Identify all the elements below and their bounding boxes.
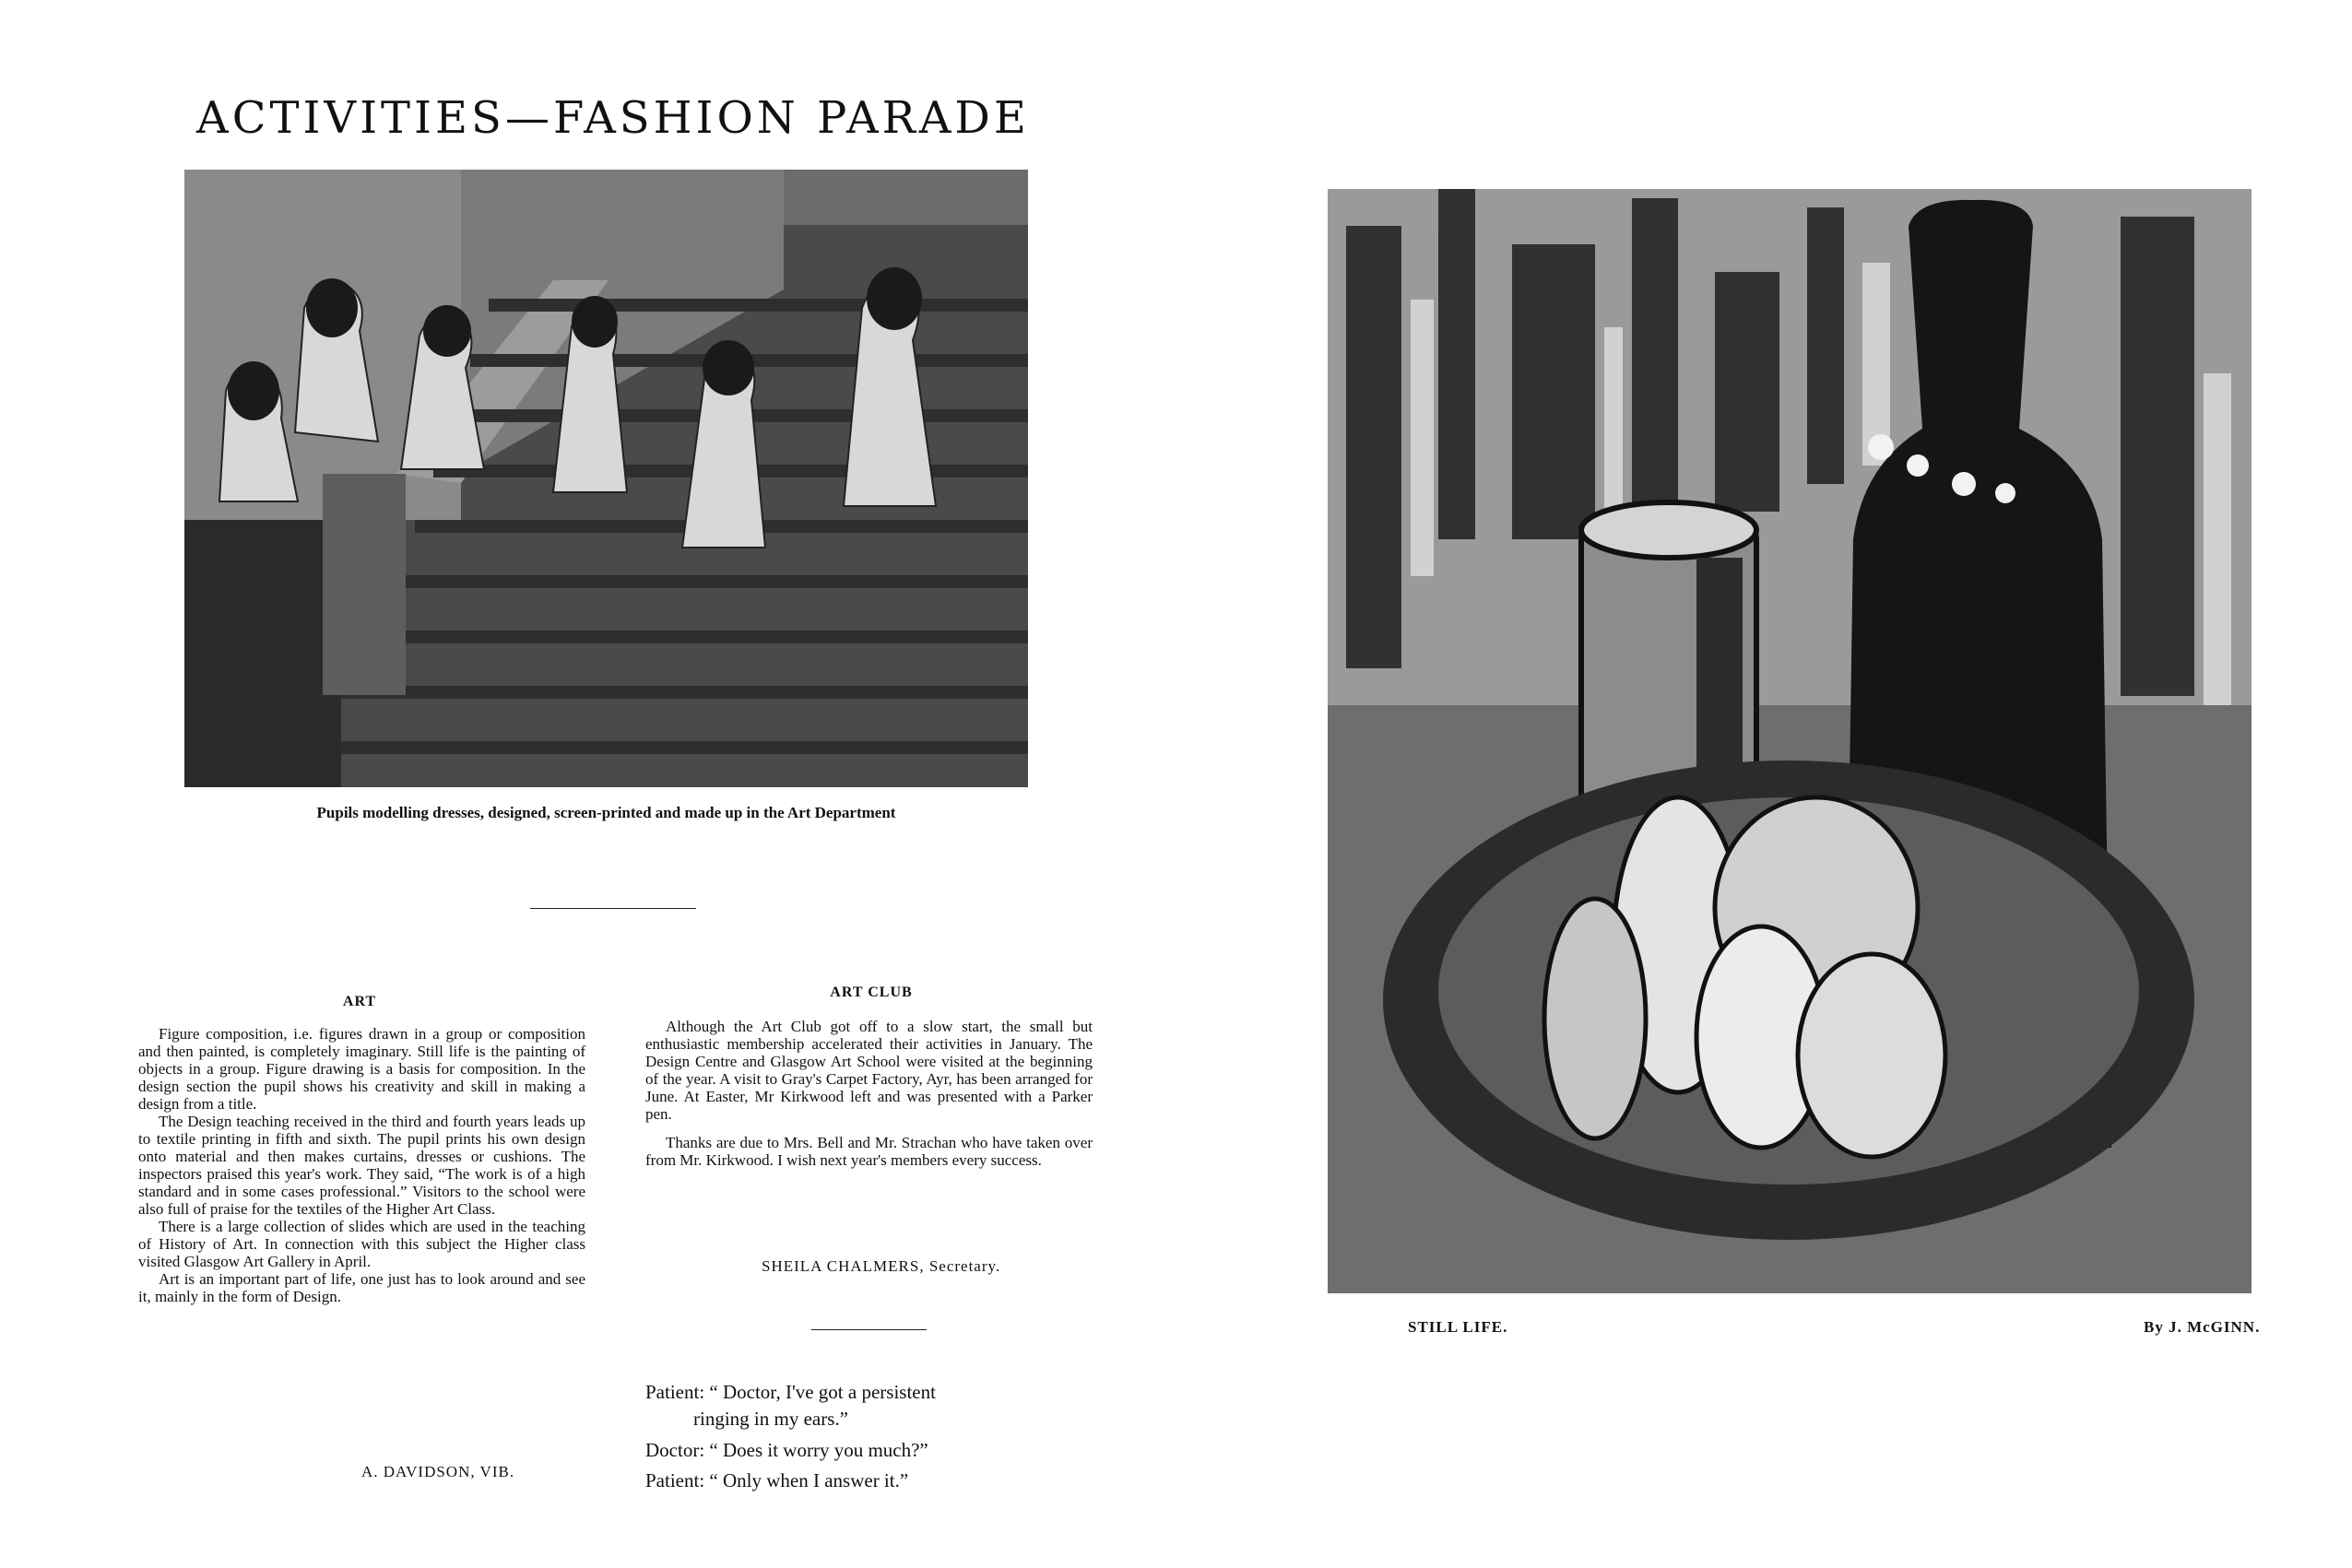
art-paragraph: Art is an important part of life, one just has to look around and see it, mainly in the form of Design. <box>138 1270 585 1306</box>
painting-title: STILL LIFE. <box>1408 1318 1508 1336</box>
art-club-heading: ART CLUB <box>830 984 913 1000</box>
art-club-paragraph: Thanks are due to Mrs. Bell and Mr. Strachan who have taken over from Mr. Kirkwood. I wish next year's members every success. <box>645 1134 1093 1170</box>
art-signature: A. DAVIDSON, VIB. <box>361 1463 515 1480</box>
art-paragraph: There is a large collection of slides which are used in the teaching of History of Art. In connection with this subject the Higher class visited Glasgow Art Gallery in April. <box>138 1218 585 1271</box>
still-life-painting <box>1328 189 2252 1293</box>
section-divider <box>811 1329 927 1330</box>
art-heading: ART <box>342 994 377 1009</box>
page-title: ACTIVITIES—FASHION PARADE <box>196 92 1030 144</box>
art-club-signature: SHEILA CHALMERS, Secretary. <box>762 1257 1001 1275</box>
joke-line: Doctor: “ Does it worry you much?” <box>645 1438 928 1461</box>
joke-line: Patient: “ Only when I answer it.” <box>645 1469 909 1492</box>
photo-caption: Pupils modelling dresses, designed, screen-printed and made up in the Art Department <box>316 804 896 821</box>
art-paragraph: Figure composition, i.e. figures drawn in a group or composition and then painted, is completely imaginary. Still life is the painting of objects in a group. Figure drawing is a basis for composition. In the design section the pupil shows his creativity and skill in making a design from a title. <box>138 1025 585 1114</box>
painting-artist: By J. McGINN. <box>2144 1318 2261 1336</box>
art-article <box>138 1025 585 1306</box>
joke-line: ringing in my ears.” <box>693 1408 848 1431</box>
fashion-parade-photo <box>184 170 1028 787</box>
joke-line: Patient: “ Doctor, I've got a persistent <box>645 1381 936 1403</box>
section-divider <box>530 908 696 909</box>
art-paragraph: The Design teaching received in the third and fourth years leads up to textile printing in fifth and sixth. The pupil prints his own design onto material and then makes curtains, dresses or cushions. The inspectors praised this year's work. They said, “The work is of a high standard and in some cases professional.” Visitors to the school were also full of praise for the textiles of the Higher Art Class. <box>138 1113 585 1219</box>
right-page <box>1176 0 2352 1568</box>
joke-block <box>645 1379 1097 1499</box>
art-club-article <box>645 1018 1093 1169</box>
art-club-paragraph: Although the Art Club got off to a slow start, the small but enthusiastic membership accelerated their activities in January. The Design Centre and Glasgow Art School were visited at the beginning of the year. A visit to Gray's Carpet Factory, Ayr, has been arranged for June. At Easter, Mr Kirkwood left and was presented with a Parker pen. <box>645 1018 1093 1124</box>
